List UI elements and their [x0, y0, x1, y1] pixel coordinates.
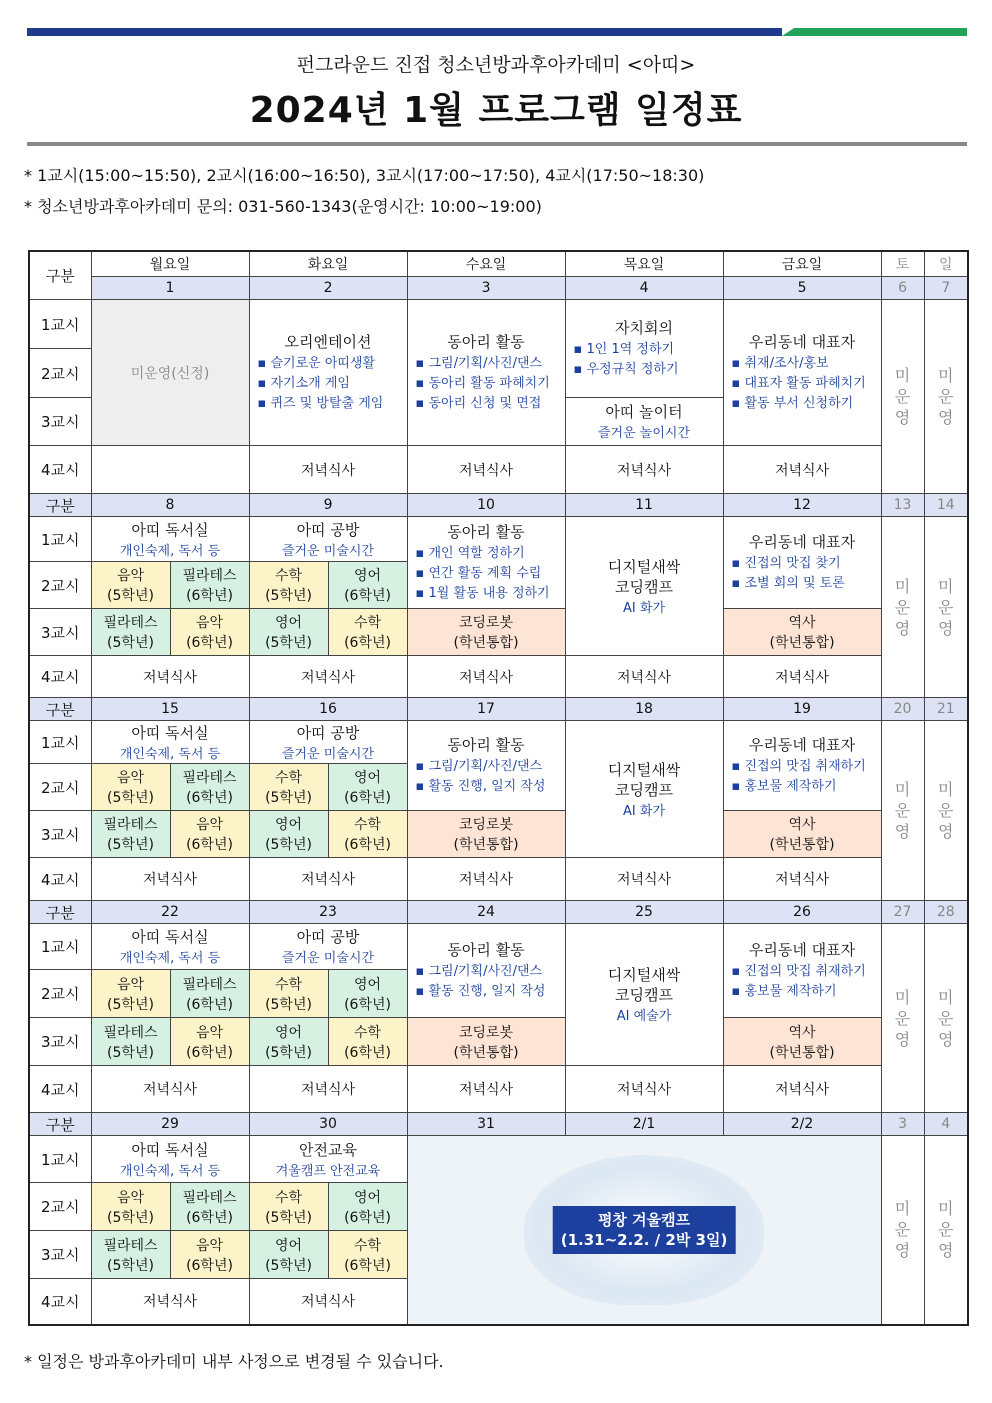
program-orientation — [249, 300, 407, 446]
period-label: 3교시 — [29, 398, 91, 446]
class-english: 영어 (6학년) — [328, 764, 407, 811]
closed-sun: 미 운 영 — [924, 517, 968, 698]
gubun-header: 구분 — [29, 251, 91, 300]
class-music: 음악 (5학년) — [91, 764, 170, 811]
closed-sun: 미 운 영 — [924, 1136, 968, 1325]
program-title: 동아리 활동 — [447, 332, 525, 351]
program-workshop — [249, 924, 407, 970]
program-club — [407, 721, 565, 811]
class-music: 음악 (5학년) — [91, 970, 170, 1018]
program-club — [407, 517, 565, 609]
date-cell: 18 — [565, 698, 723, 721]
class-music: 음악 (6학년) — [170, 609, 249, 656]
list-item: ▪ 동아리 신청 및 면접 — [416, 394, 565, 414]
program-title: 아띠 공방 — [296, 723, 360, 742]
program-council — [565, 300, 723, 398]
closed-sat: 미 운 영 — [881, 1136, 924, 1325]
closed-sun: 미 운 영 — [924, 924, 968, 1113]
closed-holiday: 미운영(신정) — [91, 300, 249, 446]
class-music: 음악 (6학년) — [170, 1231, 249, 1279]
class-english: 영어 (6학년) — [328, 970, 407, 1018]
program-title: 코딩캠프 — [615, 780, 674, 799]
class-math: 수학 (6학년) — [328, 609, 407, 656]
program-workshop — [249, 517, 407, 562]
class-music: 음악 (5학년) — [91, 1183, 170, 1231]
day-sat: 토 — [881, 251, 924, 277]
class-math: 수학 (5학년) — [249, 970, 328, 1018]
closed-sat: 미 운 영 — [881, 517, 924, 698]
program-robot: 코딩로봇 (학년통합) — [407, 609, 565, 656]
list-item: ▪ 퀴즈 및 방탈출 게임 — [258, 394, 407, 414]
gubun-header: 구분 — [29, 698, 91, 721]
date-cell: 28 — [924, 901, 968, 924]
class-pilates: 필라테스 (6학년) — [170, 764, 249, 811]
program-coding — [565, 924, 723, 1066]
class-pilates: 필라테스 (5학년) — [91, 1231, 170, 1279]
date-cell: 27 — [881, 901, 924, 924]
class-math: 수학 (5학년) — [249, 764, 328, 811]
list-item: ▪ 그림/기획/사진/댄스 — [416, 757, 565, 777]
gubun-header: 구분 — [29, 494, 91, 517]
period-label: 2교시 — [29, 970, 91, 1018]
date-cell: 12 — [723, 494, 881, 517]
date-cell: 24 — [407, 901, 565, 924]
class-pilates: 필라테스 (5학년) — [91, 811, 170, 858]
list-item: ▪ 연간 활동 계획 수립 — [416, 564, 565, 584]
program-playground — [565, 398, 723, 446]
program-reading — [91, 1136, 249, 1183]
program-title: 코딩캠프 — [615, 986, 674, 1004]
period-label: 4교시 — [29, 446, 91, 494]
top-color-bar — [27, 28, 967, 36]
program-history: 역사 (학년통합) — [723, 1018, 881, 1066]
date-cell: 20 — [881, 698, 924, 721]
list-item: ▪ 1월 활동 내용 정하기 — [416, 584, 565, 604]
title-divider — [27, 142, 967, 146]
program-title: 오리엔테이션 — [284, 332, 372, 351]
period-label: 1교시 — [29, 721, 91, 764]
class-math: 수학 (6학년) — [328, 1018, 407, 1066]
date-cell: 17 — [407, 698, 565, 721]
gubun-header: 구분 — [29, 901, 91, 924]
list-item: ▪ 그림/기획/사진/댄스 — [416, 354, 565, 374]
class-english: 영어 (6학년) — [328, 562, 407, 609]
program-title: 우리동네 대표자 — [748, 940, 856, 959]
program-title: 동아리 활동 — [447, 735, 525, 754]
gubun-header: 구분 — [29, 1113, 91, 1136]
date-cell: 31 — [407, 1113, 565, 1136]
winter-camp-label: 평창 겨울캠프 (1.31~2.2. / 2박 3일) — [553, 1206, 736, 1254]
program-history: 역사 (학년통합) — [723, 811, 881, 858]
program-sub: 겨울캠프 안전교육 — [275, 1163, 381, 1179]
period-label: 4교시 — [29, 656, 91, 698]
date-cell: 4 — [924, 1113, 968, 1136]
dinner: 저녁식사 — [565, 446, 723, 494]
period-label: 2교시 — [29, 349, 91, 398]
list-item: ▪ 개인 역할 정하기 — [416, 544, 565, 564]
class-english: 영어 (5학년) — [249, 1018, 328, 1066]
class-pilates: 필라테스 (5학년) — [91, 609, 170, 656]
period-label: 3교시 — [29, 609, 91, 656]
day-tue: 화요일 — [249, 251, 407, 277]
note-contact: * 청소년방과후아카데미 문의: 031-560-1343(운영시간: 10:00~19:00) — [24, 197, 542, 216]
dinner: 저녁식사 — [91, 1066, 249, 1113]
dinner: 저녁식사 — [91, 446, 249, 494]
list-item: ▪ 활동 부서 신청하기 — [732, 394, 881, 414]
program-robot: 코딩로봇 (학년통합) — [407, 811, 565, 858]
program-title: 자치회의 — [615, 318, 674, 337]
day-thu: 목요일 — [565, 251, 723, 277]
closed-sun: 미 운 영 — [924, 300, 968, 494]
program-title: 디지털새싹 — [607, 760, 681, 779]
date-cell: 1 — [91, 277, 249, 300]
class-math: 수학 (6학년) — [328, 1231, 407, 1279]
class-pilates: 필라테스 (6학년) — [170, 1183, 249, 1231]
date-cell: 25 — [565, 901, 723, 924]
dinner: 저녁식사 — [91, 656, 249, 698]
period-label: 1교시 — [29, 924, 91, 970]
period-label: 3교시 — [29, 1018, 91, 1066]
dinner: 저녁식사 — [565, 858, 723, 901]
program-club — [407, 300, 565, 446]
period-label: 1교시 — [29, 517, 91, 562]
program-sub: AI 예술가 — [616, 1009, 672, 1024]
date-cell: 21 — [924, 698, 968, 721]
dinner: 저녁식사 — [249, 858, 407, 901]
date-cell: 6 — [881, 277, 924, 300]
dinner: 저녁식사 — [407, 446, 565, 494]
dinner: 저녁식사 — [91, 1279, 249, 1325]
winter-camp-banner — [407, 1136, 881, 1325]
program-rep — [723, 517, 881, 609]
class-math: 수학 (5학년) — [249, 1183, 328, 1231]
day-fri: 금요일 — [723, 251, 881, 277]
dinner: 저녁식사 — [91, 858, 249, 901]
program-sub: 개인숙제, 독서 등 — [119, 543, 221, 559]
list-item: ▪ 동아리 활동 파헤치기 — [416, 374, 565, 394]
dinner: 저녁식사 — [723, 446, 881, 494]
period-label: 3교시 — [29, 1231, 91, 1279]
list-item: ▪ 홍보물 제작하기 — [732, 777, 881, 797]
date-cell: 30 — [249, 1113, 407, 1136]
date-cell: 3 — [407, 277, 565, 300]
period-label: 2교시 — [29, 1183, 91, 1231]
program-title: 아띠 독서실 — [131, 928, 209, 946]
list-item: ▪ 홍보물 제작하기 — [732, 982, 881, 1002]
program-reading — [91, 517, 249, 562]
dinner: 저녁식사 — [249, 1066, 407, 1113]
closed-sun: 미 운 영 — [924, 721, 968, 901]
program-title: 우리동네 대표자 — [748, 332, 856, 351]
day-wed: 수요일 — [407, 251, 565, 277]
day-mon: 월요일 — [91, 251, 249, 277]
program-reading — [91, 721, 249, 764]
program-title: 동아리 활동 — [447, 940, 525, 959]
note-periods: * 1교시(15:00~15:50), 2교시(16:00~16:50), 3교시(17:00~17:50), 4교시(17:50~18:30) — [24, 166, 705, 185]
list-item: ▪ 진접의 맛집 취재하기 — [732, 757, 881, 777]
dinner: 저녁식사 — [565, 1066, 723, 1113]
class-pilates: 필라테스 (6학년) — [170, 562, 249, 609]
program-reading — [91, 924, 249, 970]
class-pilates: 필라테스 (6학년) — [170, 970, 249, 1018]
class-english: 영어 (6학년) — [328, 1183, 407, 1231]
date-cell: 19 — [723, 698, 881, 721]
date-cell: 14 — [924, 494, 968, 517]
list-item: ▪ 그림/기획/사진/댄스 — [416, 962, 565, 982]
program-rep — [723, 721, 881, 811]
period-label: 4교시 — [29, 1066, 91, 1113]
dinner: 저녁식사 — [407, 1066, 565, 1113]
date-cell: 4 — [565, 277, 723, 300]
dinner: 저녁식사 — [249, 656, 407, 698]
class-english: 영어 (5학년) — [249, 811, 328, 858]
program-rep — [723, 300, 881, 446]
program-rep — [723, 924, 881, 1018]
class-math: 수학 (6학년) — [328, 811, 407, 858]
page-title: 2024년 1월 프로그램 일정표 — [249, 90, 743, 131]
program-sub: AI 화가 — [623, 600, 666, 616]
date-cell: 5 — [723, 277, 881, 300]
list-item: ▪ 대표자 활동 파헤치기 — [732, 374, 881, 394]
closed-sat: 미 운 영 — [881, 300, 924, 494]
program-robot: 코딩로봇 (학년통합) — [407, 1018, 565, 1066]
program-sub: 즐거운 미술시간 — [282, 543, 375, 559]
period-label: 4교시 — [29, 858, 91, 901]
program-sub: AI 화가 — [623, 803, 666, 819]
program-coding — [565, 517, 723, 656]
date-cell: 16 — [249, 698, 407, 721]
dinner: 저녁식사 — [723, 1066, 881, 1113]
list-item: ▪ 진접의 맛집 찾기 — [732, 554, 881, 574]
dinner: 저녁식사 — [407, 858, 565, 901]
program-title: 디지털새싹 — [607, 557, 681, 576]
program-history: 역사 (학년통합) — [723, 609, 881, 656]
program-sub: 개인숙제, 독서 등 — [119, 951, 221, 966]
program-sub: 즐거운 미술시간 — [282, 951, 375, 966]
subtitle: 펀그라운드 진접 청소년방과후아카데미 <아띠> — [296, 54, 696, 76]
closed-sat: 미 운 영 — [881, 924, 924, 1113]
date-cell: 26 — [723, 901, 881, 924]
list-item: ▪ 슬기로운 아띠생활 — [258, 354, 407, 374]
list-item: ▪ 활동 진행, 일지 작성 — [416, 777, 565, 797]
date-cell: 2 — [249, 277, 407, 300]
dinner: 저녁식사 — [723, 858, 881, 901]
class-music: 음악 (6학년) — [170, 1018, 249, 1066]
list-item: ▪ 취재/조사/홍보 — [732, 354, 881, 374]
date-cell: 7 — [924, 277, 968, 300]
program-title: 코딩캠프 — [615, 577, 674, 596]
day-sun: 일 — [924, 251, 968, 277]
program-title: 아띠 독서실 — [131, 1140, 209, 1159]
program-sub: 즐거운 놀이시간 — [598, 426, 691, 441]
list-item: ▪ 우정규칙 정하기 — [574, 360, 723, 380]
list-item: ▪ 활동 진행, 일지 작성 — [416, 982, 565, 1002]
dinner: 저녁식사 — [249, 446, 407, 494]
class-music: 음악 (6학년) — [170, 811, 249, 858]
footer-note: * 일정은 방과후아카데미 내부 사정으로 변경될 수 있습니다. — [24, 1352, 444, 1371]
date-cell: 29 — [91, 1113, 249, 1136]
program-title: 안전교육 — [299, 1140, 357, 1159]
closed-sat: 미 운 영 — [881, 721, 924, 901]
program-title: 디지털새싹 — [607, 966, 681, 984]
dinner: 저녁식사 — [723, 656, 881, 698]
date-cell: 2/2 — [723, 1113, 881, 1136]
list-item: ▪ 진접의 맛집 취재하기 — [732, 962, 881, 982]
program-title: 아띠 공방 — [296, 520, 360, 539]
list-item: ▪ 1인 1역 정하기 — [574, 340, 723, 360]
program-title: 아띠 독서실 — [131, 723, 209, 742]
program-sub: 개인숙제, 독서 등 — [119, 1163, 221, 1179]
program-sub: 즐거운 미술시간 — [282, 746, 375, 762]
program-title: 우리동네 대표자 — [748, 532, 856, 551]
date-cell: 22 — [91, 901, 249, 924]
program-safety — [249, 1136, 407, 1183]
date-cell: 8 — [91, 494, 249, 517]
program-club — [407, 924, 565, 1018]
program-workshop — [249, 721, 407, 764]
program-title: 동아리 활동 — [447, 522, 525, 541]
program-sub: 개인숙제, 독서 등 — [119, 746, 221, 762]
program-title: 아띠 놀이터 — [605, 403, 683, 421]
list-item: ▪ 자기소개 게임 — [258, 374, 407, 394]
list-item: ▪ 조별 회의 및 토론 — [732, 574, 881, 594]
dinner: 저녁식사 — [249, 1279, 407, 1325]
period-label: 2교시 — [29, 562, 91, 609]
class-pilates: 필라테스 (5학년) — [91, 1018, 170, 1066]
class-english: 영어 (5학년) — [249, 609, 328, 656]
period-label: 1교시 — [29, 1136, 91, 1183]
date-cell: 3 — [881, 1113, 924, 1136]
date-cell: 11 — [565, 494, 723, 517]
schedule-table — [28, 250, 969, 1326]
period-label: 3교시 — [29, 811, 91, 858]
program-coding — [565, 721, 723, 858]
program-title: 아띠 독서실 — [131, 520, 209, 539]
date-cell: 13 — [881, 494, 924, 517]
date-cell: 23 — [249, 901, 407, 924]
dinner: 저녁식사 — [565, 656, 723, 698]
period-label: 4교시 — [29, 1279, 91, 1325]
date-cell: 2/1 — [565, 1113, 723, 1136]
program-title: 우리동네 대표자 — [748, 735, 856, 754]
date-cell: 10 — [407, 494, 565, 517]
period-label: 1교시 — [29, 300, 91, 349]
dinner: 저녁식사 — [407, 656, 565, 698]
program-title: 아띠 공방 — [296, 928, 360, 946]
date-cell: 9 — [249, 494, 407, 517]
class-english: 영어 (5학년) — [249, 1231, 328, 1279]
date-cell: 15 — [91, 698, 249, 721]
class-music: 음악 (5학년) — [91, 562, 170, 609]
class-math: 수학 (5학년) — [249, 562, 328, 609]
period-label: 2교시 — [29, 764, 91, 811]
